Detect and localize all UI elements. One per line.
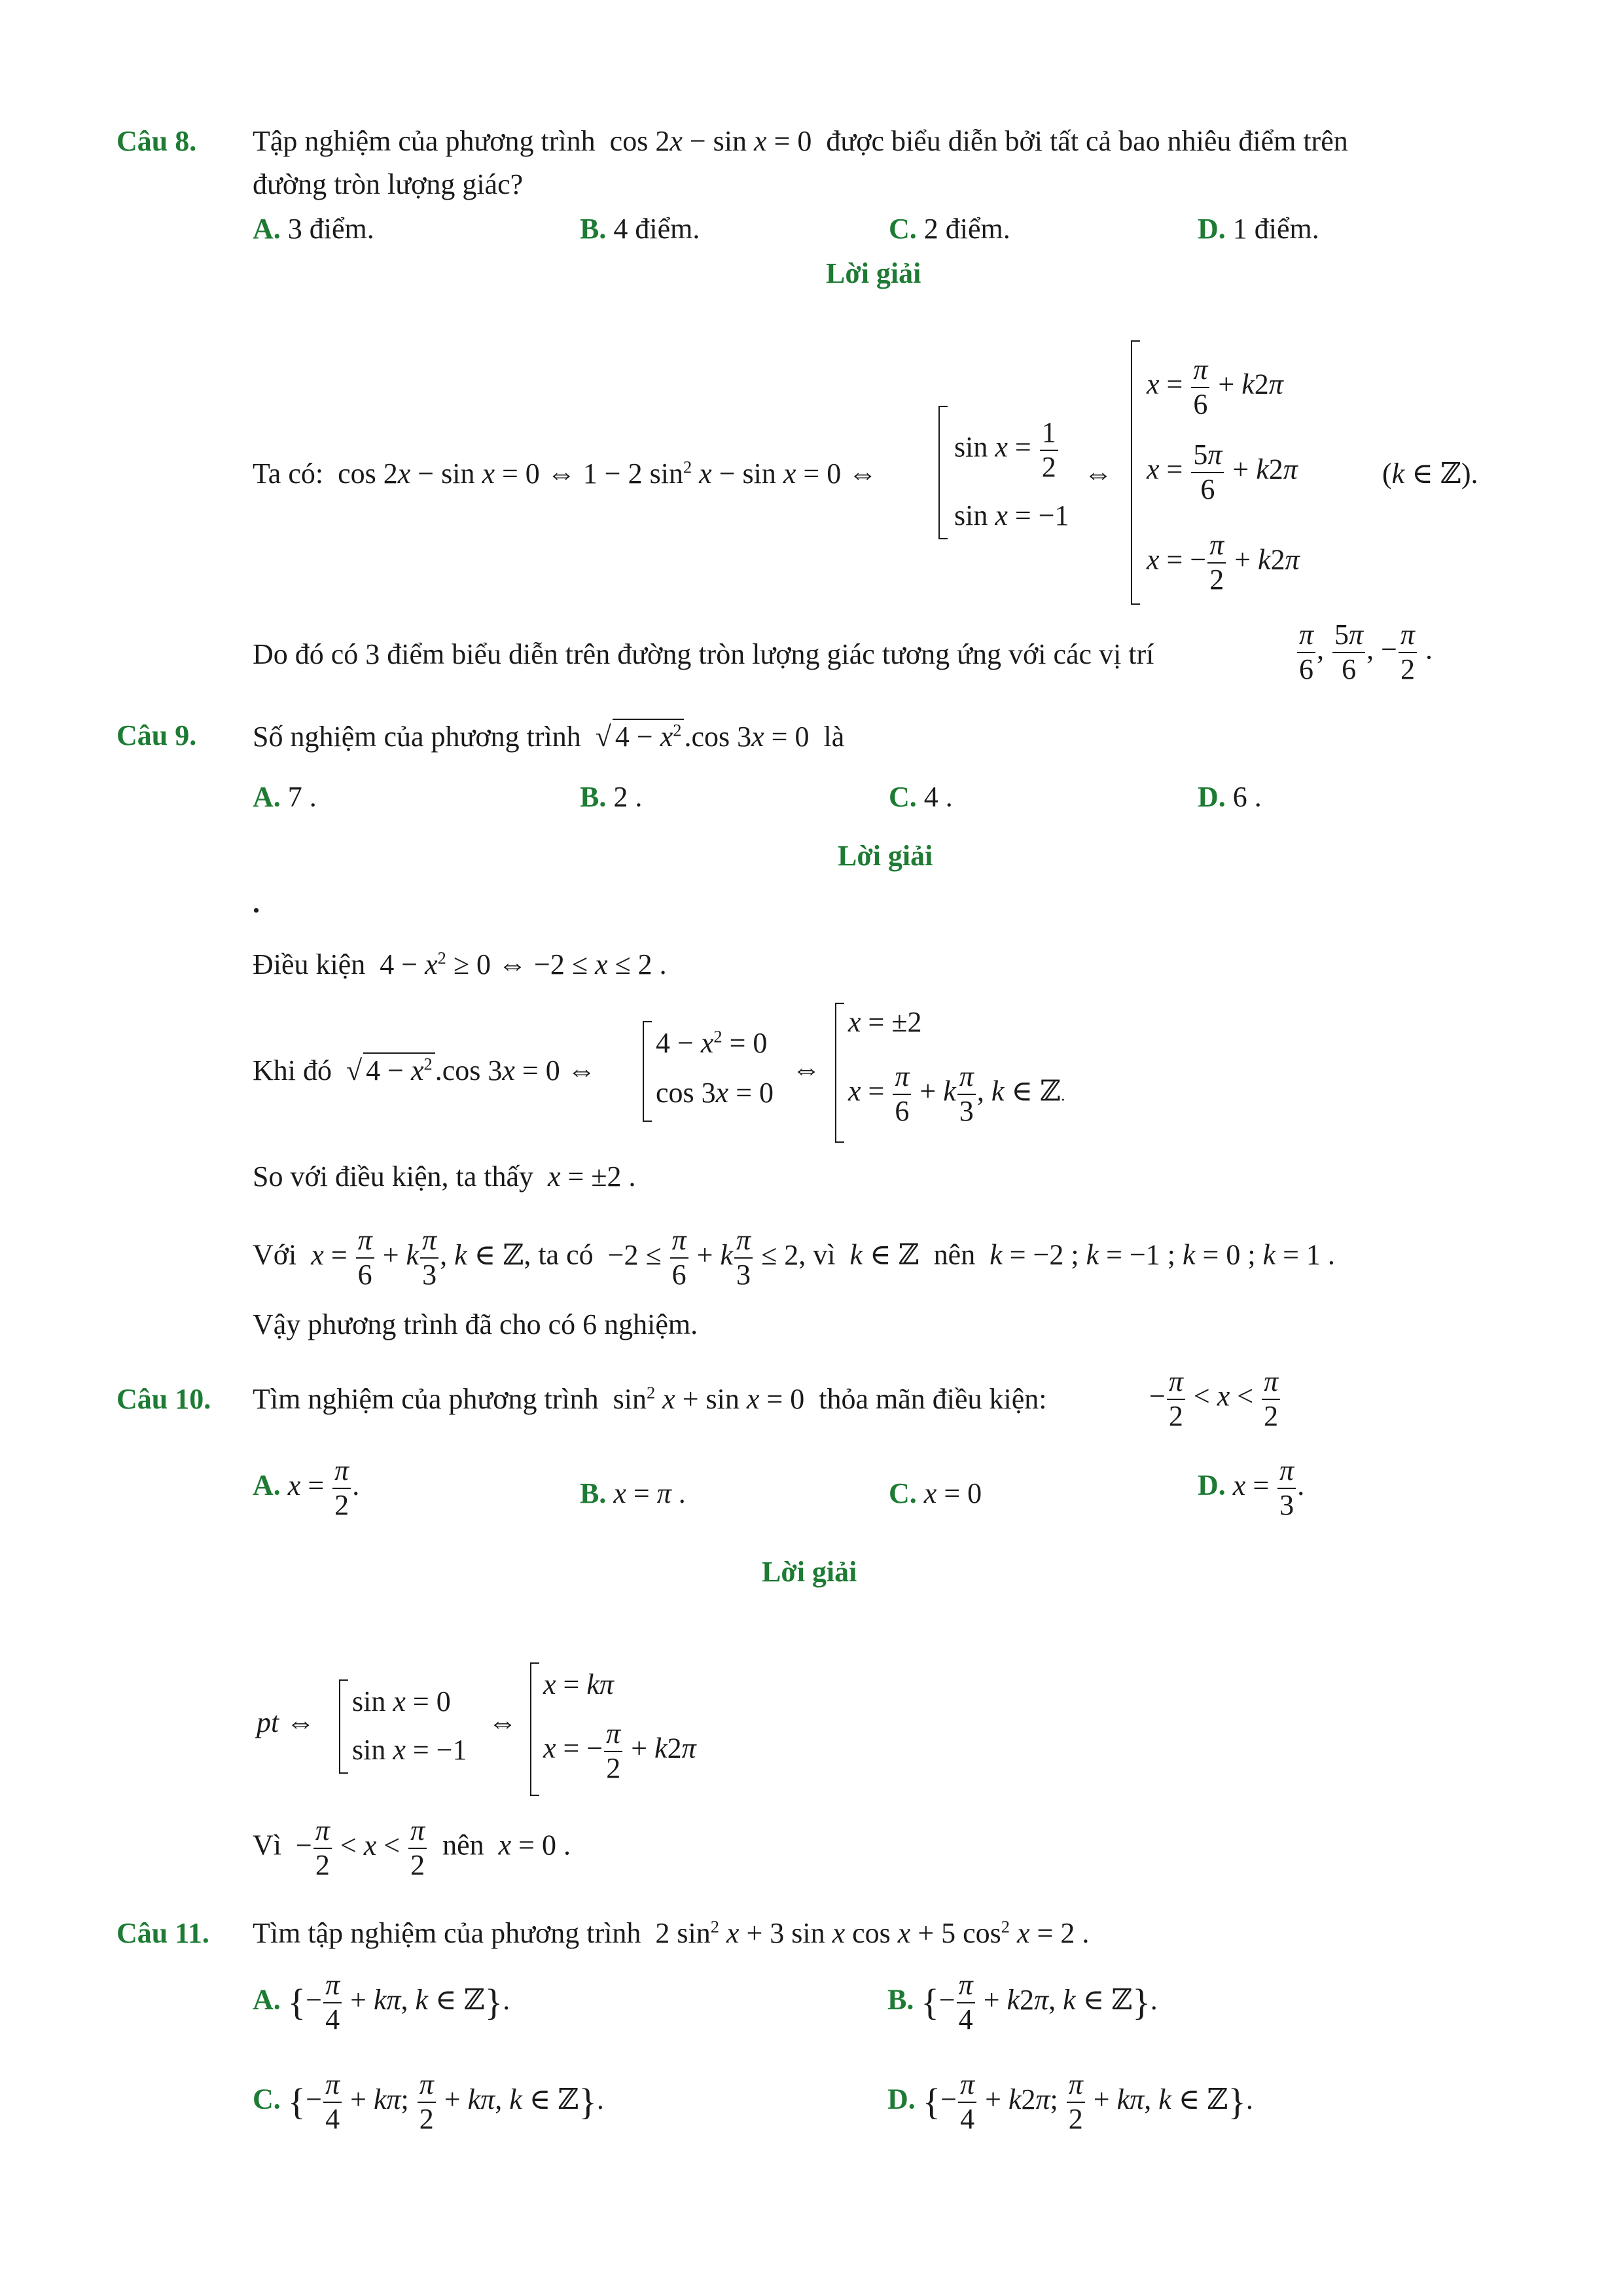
option-11-d[interactable] <box>887 2068 1253 2136</box>
option-9-c[interactable] <box>889 780 953 814</box>
option-11-b[interactable] <box>887 1969 1158 2036</box>
option-11-a[interactable] <box>253 1969 510 2036</box>
option-letter: C. <box>889 1477 917 1509</box>
option-11-c[interactable] <box>253 2068 604 2136</box>
option-letter: D. <box>1198 213 1226 245</box>
question-8-text-a: Tập nghiệm của phương trình <box>253 125 596 157</box>
question-8-text-b: được biểu diễn bởi tất cả bao nhiêu điểm trên <box>826 125 1348 157</box>
solution-9-ta-co: , ta có <box>524 1238 594 1271</box>
option-9-d[interactable] <box>1198 780 1262 814</box>
solution-10-bracket-2 <box>530 1662 539 1796</box>
solution-8-case-1: sin x = $\frac{1}{2}$ <box>954 416 1060 484</box>
option-10-b[interactable] <box>580 1477 686 1510</box>
option-letter: A. <box>253 213 281 245</box>
solution-9-condition <box>253 948 667 981</box>
solution-10-root-1: x = kπ <box>543 1668 614 1700</box>
solution-8-title: Lời giải <box>826 257 921 289</box>
option-math: {− $\frac{\pi}{4}$ + kπ, k ∈ ℤ}. <box>287 1969 510 2036</box>
solution-10-title: Lời giải <box>762 1556 857 1588</box>
solution-9-dot: . <box>253 887 260 919</box>
solution-9-voi-line <box>253 1224 1335 1291</box>
question-9-text <box>253 719 844 753</box>
option-letter: B. <box>580 213 607 245</box>
question-8-text-line2: đường tròn lượng giác? <box>253 168 524 200</box>
question-10-equation: $\sin^2 x + \sin x = 0$ <box>605 1382 812 1415</box>
option-letter: C. <box>889 213 917 245</box>
solution-10-nen: nên <box>442 1829 484 1861</box>
question-10-text-a: Tìm nghiệm của phương trình <box>253 1383 599 1415</box>
option-10-d[interactable] <box>1198 1454 1304 1522</box>
option-math: {− $\frac{\pi}{4}$ + kπ; $\frac{\pi}{2}$ + kπ, k ∈ ℤ}. <box>287 2068 604 2135</box>
solution-8-k-integer: (k ∈ ℤ). <box>1382 457 1478 490</box>
option-8-a[interactable] <box>253 212 374 245</box>
option-text: 4 . <box>923 781 953 813</box>
solution-8-root-2: x = $\frac{5\pi}{6}$ + k2π <box>1147 439 1298 505</box>
option-10-c[interactable] <box>889 1477 982 1510</box>
option-text: 3 điểm. <box>287 213 374 245</box>
option-8-b[interactable] <box>580 212 700 245</box>
solution-8-root-3: x = − $\frac{\pi}{2}$ + k2π <box>1147 529 1300 596</box>
solution-9-nen: nên <box>933 1238 976 1271</box>
question-10-text <box>253 1382 1046 1416</box>
solution-10-case-2: sin x = −1 <box>352 1734 467 1766</box>
option-math: {− $\frac{\pi}{4}$ + k2π; $\frac{\pi}{2}$ + kπ, k ∈ ℤ}. <box>922 2068 1253 2135</box>
solution-10-vi: Vì <box>253 1829 281 1861</box>
solution-9-voi-eq3: k ∈ ℤ <box>849 1238 927 1271</box>
option-math: x = $\frac{\pi}{3}$ . <box>1232 1454 1305 1521</box>
option-letter: C. <box>889 781 917 813</box>
question-11-text <box>253 1916 1089 1950</box>
solution-9-compare-eq: x = ±2 . <box>547 1160 636 1193</box>
option-text: 1 điểm. <box>1232 213 1319 245</box>
solution-9-bracket-1 <box>643 1021 652 1122</box>
solution-9-root-1: x = ±2 <box>848 1006 922 1038</box>
question-8-equation: cos 2x − sin x = 0 <box>602 125 819 157</box>
solution-9-khi-do-eq: √ $4 - x^2.\cos$ 3x = 0 ⇔ <box>339 1054 596 1086</box>
question-11-text-a: Tìm tập nghiệm của phương trình <box>253 1917 641 1949</box>
option-math: x = $\frac{\pi}{2}$ . <box>287 1454 360 1521</box>
option-letter: C. <box>253 2083 281 2115</box>
solution-9-khi-do-label: Khi đó <box>253 1054 332 1086</box>
solution-10-pt: pt ⇔ <box>257 1706 315 1738</box>
question-10-label: Câu 10. <box>116 1383 211 1415</box>
option-letter: D. <box>1198 781 1226 813</box>
solution-10-result: x = 0 . <box>498 1829 571 1861</box>
solution-8-root-1: x = $\frac{\pi}{6}$ + k2π <box>1147 353 1283 420</box>
solution-9-khi-do <box>253 1052 596 1087</box>
option-10-a[interactable] <box>253 1454 359 1522</box>
solution-8-equation: cos 2x − sin x = 0 ⇔ 1 − 2 $\sin^2 x - \sin x = 0$ ⇔ <box>330 457 878 490</box>
solution-9-voi-eq1: x = $\frac{\pi}{6}$ + k $\frac{\pi}{3}$ , k ∈ ℤ <box>311 1224 524 1291</box>
solution-9-root-2: x = $\frac{\pi}{6}$ + k $\frac{\pi}{3}$ , k ∈ ℤ. <box>848 1060 1065 1127</box>
solution-10-conclusion <box>253 1814 571 1882</box>
solution-8-bracket-2 <box>1131 340 1140 605</box>
solution-8-conclusion <box>253 637 1154 671</box>
solution-9-voi-eq2: −2 ≤ $\frac{\pi}{6}$ + k $\frac{\pi}{3}$ ≤ 2 <box>600 1224 799 1291</box>
solution-9-title: Lời giải <box>838 840 933 872</box>
solution-8-bracket-1 <box>938 406 948 539</box>
solution-8-ta-co <box>253 457 877 490</box>
solution-9-voi-eq4: k = −2 ; k = −1 ; k = 0 ; k = 1 . <box>990 1238 1335 1271</box>
solution-9-bracket-2 <box>835 1003 844 1143</box>
option-text: 2 điểm. <box>923 213 1010 245</box>
solution-9-vi: , vì <box>798 1238 836 1271</box>
option-letter: D. <box>1198 1469 1226 1501</box>
option-9-b[interactable] <box>580 780 642 814</box>
question-9-equation: √ $4 - x^2.\cos$ 3x = 0 <box>588 721 817 753</box>
option-letter: A. <box>253 781 281 813</box>
option-letter: B. <box>580 1477 607 1509</box>
option-9-a[interactable] <box>253 780 317 814</box>
option-text: 4 điểm. <box>613 213 700 245</box>
solution-10-case-1: sin x = 0 <box>352 1685 451 1717</box>
question-9-text-b: là <box>823 721 845 753</box>
option-letter: A. <box>253 1983 281 2016</box>
question-10-text-b: thỏa mãn điều kiện: <box>819 1383 1047 1415</box>
solution-9-voi-label: Với <box>253 1238 297 1271</box>
solution-9-case-1: $4 - x^2 = 0$ <box>656 1026 768 1059</box>
solution-8-case-2: sin x = −1 <box>954 499 1069 531</box>
option-math: x = 0 <box>923 1477 982 1509</box>
solution-9-conclusion: Vậy phương trình đã cho có 6 nghiệm. <box>253 1308 698 1340</box>
question-8-text <box>253 124 1348 158</box>
question-9-text-a: Số nghiệm của phương trình <box>253 721 581 753</box>
solution-8-equiv: ⇔ <box>1084 457 1113 490</box>
option-text: 6 . <box>1232 781 1262 813</box>
option-math: {− $\frac{\pi}{4}$ + k2π, k ∈ ℤ}. <box>921 1969 1158 2036</box>
option-letter: A. <box>253 1469 281 1501</box>
question-9-label: Câu 9. <box>116 719 197 751</box>
solution-9-compare <box>253 1160 635 1193</box>
solution-10-equiv: ⇔ <box>488 1706 517 1738</box>
option-8-d[interactable] <box>1198 212 1319 245</box>
solution-8-conclusion-text: Do đó có 3 điểm biểu diễn trên đường tròn lượng giác tương ứng với các vị trí <box>253 638 1154 670</box>
solution-9-equiv: ⇔ <box>792 1053 821 1085</box>
question-11-equation: 2 $\sin^2 x + 3$ sin x cos x + 5 $\cos^2 x = 2$ . <box>648 1916 1090 1949</box>
option-text: 2 . <box>613 781 643 813</box>
option-letter: B. <box>580 781 607 813</box>
question-11-label: Câu 11. <box>116 1917 209 1949</box>
option-letter: B. <box>887 1983 914 2016</box>
solution-8-ta-co-label: Ta có: <box>253 457 324 490</box>
solution-9-case-2: cos 3x = 0 <box>656 1077 774 1109</box>
solution-10-root-2: x = − $\frac{\pi}{2}$ + k2π <box>543 1717 696 1784</box>
solution-9-compare-label: So với điều kiện, ta thấy <box>253 1160 533 1193</box>
option-letter: D. <box>887 2083 916 2115</box>
question-10-interval: − $\frac{\pi}{2}$ < x < $\frac{\pi}{2}$ <box>1149 1365 1281 1433</box>
solution-10-interval: − $\frac{\pi}{2}$ < x < $\frac{\pi}{2}$ <box>289 1829 435 1861</box>
question-8-label: Câu 8. <box>116 125 197 157</box>
option-8-c[interactable] <box>889 212 1010 245</box>
solution-9-condition-label: Điều kiện <box>253 948 366 980</box>
option-math: x = π . <box>613 1477 686 1509</box>
solution-8-positions: $\frac{\pi}{6}$ , $\frac{5\pi}{6}$ , − $\frac{\pi}{2}$ . <box>1296 619 1433 686</box>
option-text: 7 . <box>287 781 317 813</box>
solution-10-bracket-1 <box>339 1679 348 1774</box>
solution-9-condition-eq: $4 - x^2 \ge 0$ ⇔ −2 ≤ x ≤ 2 . <box>372 948 667 980</box>
